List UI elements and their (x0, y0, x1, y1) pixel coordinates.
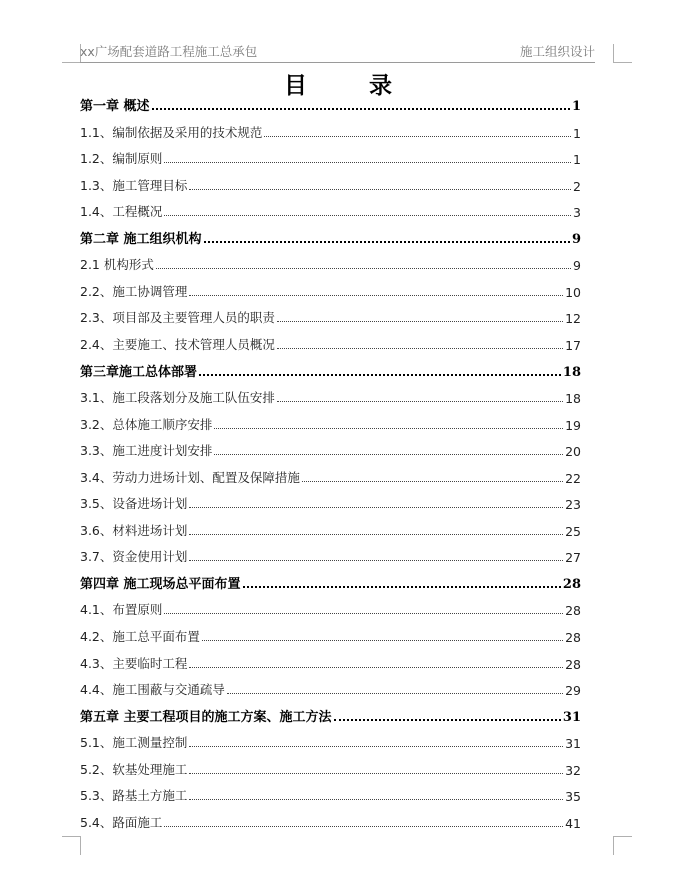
toc-entry-label: 4.1、布置原则 (80, 602, 163, 618)
toc-entry-label: 1.2、编制原则 (80, 151, 163, 167)
toc-section-entry[interactable] (80, 198, 581, 224)
crop-mark-bottom-right (613, 836, 632, 855)
header-project-name: xx广场配套道路工程施工总承包 (80, 44, 258, 59)
toc-page-number: 41 (565, 815, 581, 831)
crop-mark-top-right (613, 44, 632, 63)
toc-section-entry[interactable] (80, 251, 581, 277)
toc-entry-label: 2.4、主要施工、技术管理人员概况 (80, 336, 275, 352)
toc-section-entry[interactable] (80, 490, 581, 516)
toc-entry-label: 第五章 主要工程项目的施工方案、施工方法 (80, 709, 332, 725)
toc-dot-leader (189, 560, 563, 561)
toc-page-number: 9 (573, 258, 581, 274)
toc-page-number: 28 (565, 603, 581, 619)
toc-dot-leader (264, 136, 571, 137)
toc-page-number: 2 (573, 178, 581, 194)
toc-dot-leader (189, 773, 563, 774)
toc-entry-label: 1.1、编制依据及采用的技术规范 (80, 124, 263, 140)
toc-section-entry[interactable] (80, 809, 581, 835)
toc-dot-leader (227, 693, 563, 694)
toc-section-entry[interactable] (80, 331, 581, 357)
page-header (80, 38, 595, 63)
toc-dot-leader (189, 507, 563, 508)
toc-page-number: 1 (573, 125, 581, 141)
toc-entry-label: 第四章 施工现场总平面布置 (80, 576, 241, 592)
toc-dot-leader (277, 348, 563, 349)
toc-entry-label: 3.1、施工段落划分及施工队伍安排 (80, 390, 275, 406)
toc-page-number: 32 (565, 762, 581, 778)
toc-page-number: 27 (565, 550, 581, 566)
toc-dot-leader (164, 613, 563, 614)
toc-page-number: 18 (562, 364, 581, 380)
toc-page-number: 1 (573, 152, 581, 168)
toc-section-entry[interactable] (80, 650, 581, 676)
toc-section-entry[interactable] (80, 623, 581, 649)
toc-page-number: 12 (565, 311, 581, 327)
toc-page-number: 1 (571, 99, 581, 114)
toc-chapter-entry[interactable] (80, 358, 581, 384)
crop-mark-top-left (62, 44, 81, 63)
toc-dot-leader (152, 108, 570, 110)
toc-dot-leader (243, 586, 561, 588)
toc-dot-leader (277, 321, 563, 322)
toc-entry-label: 3.7、资金使用计划 (80, 549, 188, 565)
toc-page-number: 28 (562, 576, 581, 592)
page-title: 目录 (284, 73, 454, 99)
toc-section-entry[interactable] (80, 384, 581, 410)
toc-page-number: 9 (571, 231, 581, 247)
toc-chapter-entry[interactable] (80, 92, 581, 118)
toc-section-entry[interactable] (80, 729, 581, 755)
toc-entry-label: 5.1、施工测量控制 (80, 735, 188, 751)
toc-dot-leader (204, 241, 570, 243)
toc-page-number: 10 (565, 284, 581, 300)
toc-chapter-entry[interactable] (80, 570, 581, 596)
toc-entry-label: 1.3、施工管理目标 (80, 177, 188, 193)
toc-entry-label: 3.6、材料进场计划 (80, 522, 188, 538)
toc-page-number: 19 (565, 417, 581, 433)
toc-page-number: 20 (565, 444, 581, 460)
toc-page-number: 23 (565, 497, 581, 513)
toc-page-number: 3 (573, 205, 581, 221)
toc-dot-leader (189, 534, 563, 535)
toc-section-entry[interactable] (80, 596, 581, 622)
toc-dot-leader (189, 667, 563, 668)
toc-section-entry[interactable] (80, 304, 581, 330)
toc-section-entry[interactable] (80, 411, 581, 437)
toc-section-entry[interactable] (80, 543, 581, 569)
toc-page-number: 17 (565, 337, 581, 353)
toc-dot-leader (214, 428, 563, 429)
toc-entry-label: 4.3、主要临时工程 (80, 655, 188, 671)
toc-page-number: 35 (565, 789, 581, 805)
toc-entry-label: 第三章施工总体部署 (80, 364, 198, 380)
toc-page-number: 28 (565, 656, 581, 672)
toc-section-entry[interactable] (80, 756, 581, 782)
toc-entry-label: 3.5、设备进场计划 (80, 496, 188, 512)
toc-entry-label: 5.4、路面施工 (80, 814, 163, 830)
toc-entry-label: 1.4、工程概况 (80, 204, 163, 220)
toc-dot-leader (214, 454, 563, 455)
toc-page-number: 22 (565, 470, 581, 486)
toc-dot-leader (334, 719, 561, 721)
toc-dot-leader (156, 268, 571, 269)
toc-entry-label: 3.3、施工进度计划安排 (80, 443, 213, 459)
toc-entry-label: 2.2、施工协调管理 (80, 283, 188, 299)
toc-entry-label: 第二章 施工组织机构 (80, 231, 202, 247)
toc-dot-leader (189, 189, 571, 190)
toc-chapter-entry[interactable] (80, 703, 581, 729)
toc-section-entry[interactable] (80, 145, 581, 171)
toc-dot-leader (202, 640, 563, 641)
toc-dot-leader (164, 162, 571, 163)
toc-entry-label: 2.1 机构形式 (80, 257, 154, 273)
toc-dot-leader (189, 799, 563, 800)
toc-entry-label: 第一章 概述 (80, 99, 150, 114)
toc-section-entry[interactable] (80, 172, 581, 198)
toc-dot-leader (189, 295, 563, 296)
toc-dot-leader (189, 746, 563, 747)
toc-dot-leader (302, 481, 563, 482)
toc-page-number: 31 (565, 736, 581, 752)
toc-entry-label: 3.4、劳动力进场计划、配置及保障措施 (80, 469, 300, 485)
crop-mark-bottom-left (62, 836, 81, 855)
toc-dot-leader (277, 401, 563, 402)
toc-dot-leader (164, 215, 571, 216)
toc-entry-label: 5.3、路基土方施工 (80, 788, 188, 804)
toc-section-entry[interactable] (80, 782, 581, 808)
toc-chapter-entry[interactable] (80, 225, 581, 251)
toc-section-entry[interactable] (80, 464, 581, 490)
toc-entry-label: 4.4、施工围蔽与交通疏导 (80, 682, 225, 698)
toc-page-number: 25 (565, 523, 581, 539)
toc-section-entry[interactable] (80, 437, 581, 463)
toc-dot-leader (164, 826, 563, 827)
toc-section-entry[interactable] (80, 278, 581, 304)
toc-page-number: 18 (565, 391, 581, 407)
toc-section-entry[interactable] (80, 517, 581, 543)
header-doc-type: 施工组织设计 (519, 44, 595, 59)
toc-section-entry[interactable] (80, 119, 581, 145)
toc-entry-label: 4.2、施工总平面布置 (80, 629, 200, 644)
toc-entry-label: 3.2、总体施工顺序安排 (80, 416, 213, 432)
toc-entry-label: 5.2、软基处理施工 (80, 761, 188, 777)
toc-dot-leader (199, 374, 561, 376)
toc-section-entry[interactable] (80, 676, 581, 702)
toc-entry-label: 2.3、项目部及主要管理人员的职责 (80, 310, 275, 326)
toc-page-number: 31 (562, 709, 581, 725)
toc-page-number: 28 (565, 630, 581, 645)
toc-page-number: 29 (565, 683, 581, 699)
